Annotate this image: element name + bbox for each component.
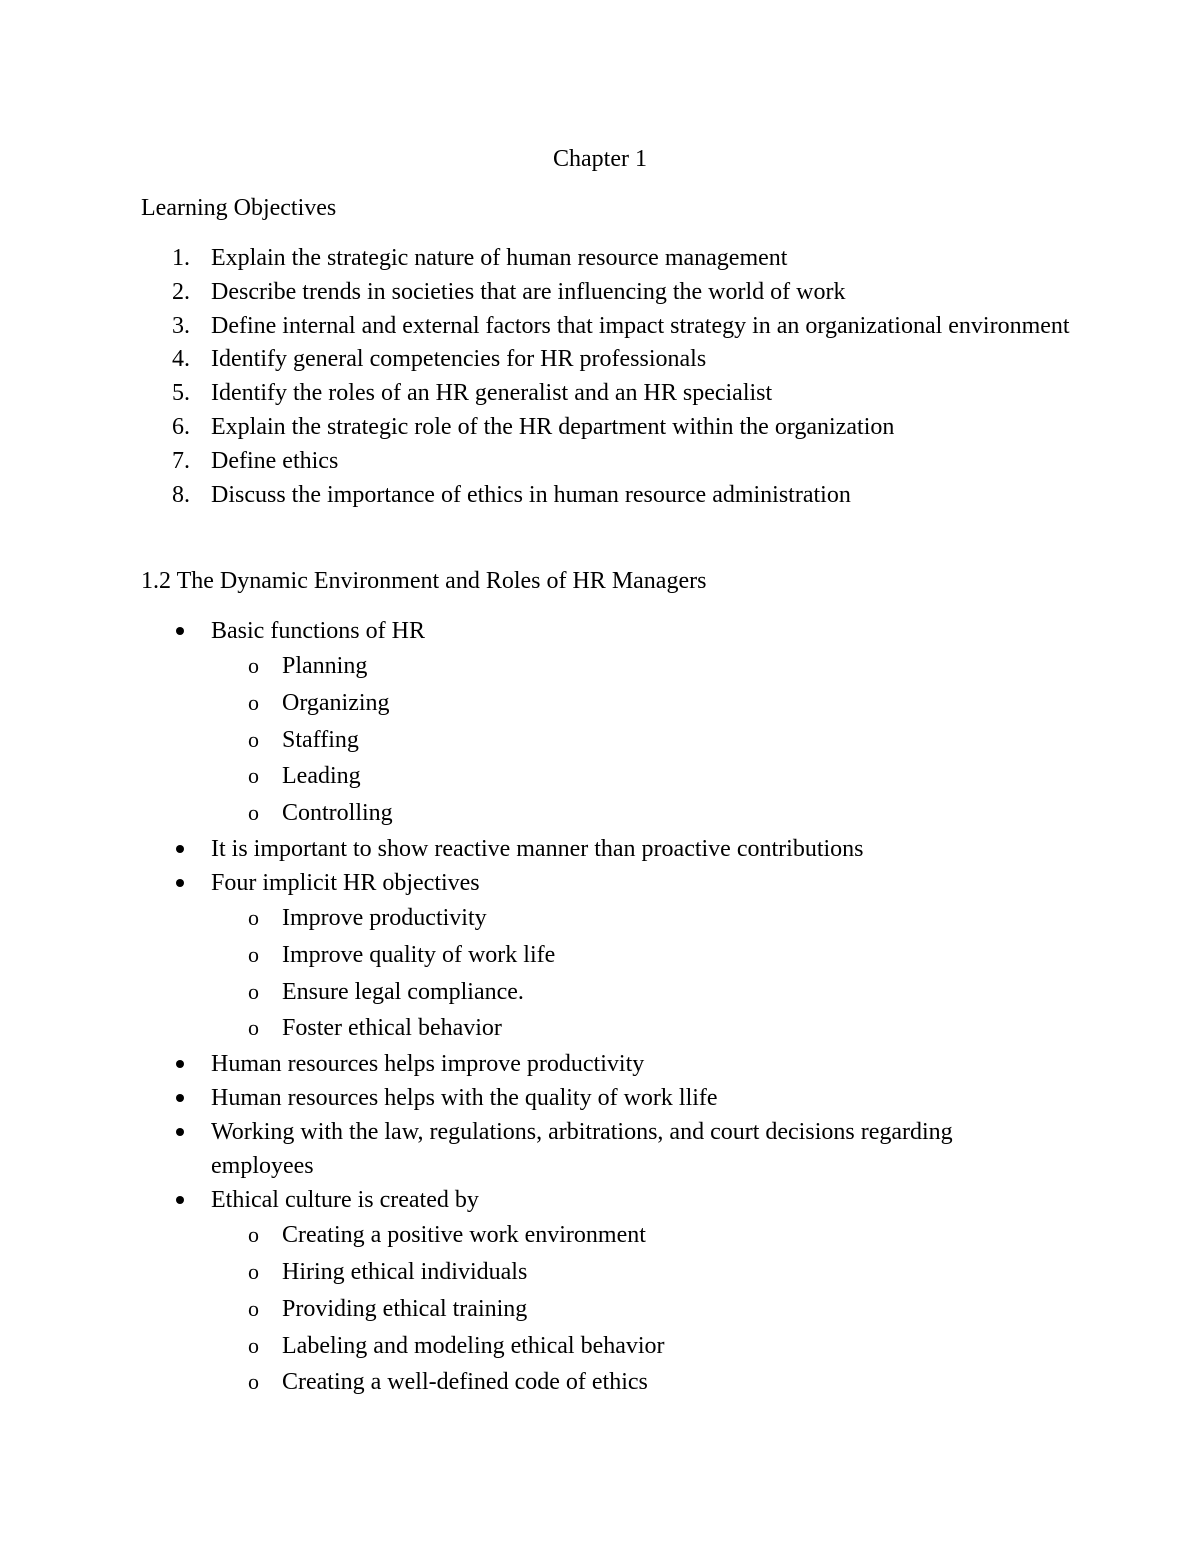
objective-text: Explain the strategic role of the HR department within the organization	[211, 413, 895, 440]
bullet-text: It is important to show reactive manner than proactive contributions	[211, 835, 864, 862]
objective-item	[0, 242, 1071, 276]
circle-bullet-icon: o	[248, 904, 259, 930]
circle-bullet-icon: o	[248, 1332, 259, 1358]
sub-item-text: Creating a positive work environment	[282, 1222, 646, 1249]
bullet-text: Human resources helps with the quality of work llife	[211, 1085, 718, 1112]
learning-objectives-heading: Learning Objectives	[141, 195, 337, 221]
sub-list-item	[0, 722, 1011, 759]
circle-bullet-icon: o	[248, 726, 259, 752]
sub-item-text: Leading	[282, 763, 361, 790]
bullet-item	[0, 1183, 1011, 1401]
circle-bullet-icon: o	[248, 653, 259, 678]
objective-number: 3.	[172, 312, 190, 339]
sub-list-item	[0, 685, 1011, 722]
sub-list-item	[0, 900, 1011, 937]
sub-item-text: Providing ethical training	[282, 1295, 528, 1322]
bullet-text: Four implicit HR objectives	[211, 869, 480, 896]
sub-list-item	[0, 1364, 1011, 1401]
sub-list	[211, 1217, 1011, 1401]
objective-text: Discuss the importance of ethics in human resource administration	[211, 481, 851, 508]
bullet-text: Basic functions of HR	[211, 618, 425, 644]
sub-item-text: Labeling and modeling ethical behavior	[282, 1332, 665, 1359]
objective-number: 2.	[172, 278, 190, 305]
objective-item	[0, 310, 1071, 344]
circle-bullet-icon: o	[248, 941, 259, 967]
sub-list-item	[0, 1254, 1011, 1291]
objective-text: Explain the strategic nature of human resource management	[211, 245, 788, 271]
objective-text: Define ethics	[211, 447, 339, 474]
sub-item-text: Staffing	[282, 726, 359, 753]
bullet-text: Ethical culture is created by	[211, 1187, 479, 1214]
sub-list-item	[0, 974, 1011, 1011]
sub-list-item	[0, 1217, 1011, 1254]
sub-list-item	[0, 758, 1011, 795]
objective-number: 7.	[172, 447, 190, 474]
bullet-dot-icon	[176, 879, 184, 887]
bullet-item	[0, 614, 1011, 832]
objective-text: Define internal and external factors that impact strategy in an organizational environment	[211, 312, 1070, 339]
section-bullet-list	[0, 614, 1200, 1401]
sub-list-item	[0, 795, 1011, 832]
bullet-item	[0, 1081, 1011, 1115]
objective-text: Identify the roles of an HR generalist and an HR specialist	[211, 380, 773, 407]
circle-bullet-icon: o	[248, 1222, 259, 1248]
sub-list-item	[0, 1328, 1011, 1365]
sub-item-text: Foster ethical behavior	[282, 1015, 502, 1042]
circle-bullet-icon: o	[248, 689, 259, 715]
bullet-dot-icon	[176, 627, 184, 635]
bullet-dot-icon	[176, 1060, 184, 1068]
objective-text: Identify general competencies for HR professionals	[211, 346, 707, 373]
sub-item-text: Improve quality of work life	[282, 941, 556, 968]
learning-objectives-list	[0, 242, 1200, 512]
circle-bullet-icon: o	[248, 1369, 259, 1395]
sub-item-text: Creating a well-defined code of ethics	[282, 1369, 648, 1396]
sub-item-text: Organizing	[282, 689, 390, 716]
bullet-text: Human resources helps improve productivity	[211, 1051, 645, 1078]
sub-item-text: Controlling	[282, 800, 393, 827]
chapter-title: Chapter 1	[553, 146, 647, 172]
objective-item	[0, 377, 1071, 411]
bullet-text: Working with the law, regulations, arbitrations, and court decisions regarding employees	[211, 1119, 953, 1180]
objective-number: 1.	[172, 245, 190, 271]
objective-item	[0, 276, 1071, 310]
circle-bullet-icon: o	[248, 1295, 259, 1321]
objective-number: 6.	[172, 413, 190, 440]
circle-bullet-icon: o	[248, 1258, 259, 1284]
bullet-dot-icon	[176, 1128, 184, 1136]
objective-text: Describe trends in societies that are influencing the world of work	[211, 278, 846, 305]
sub-item-text: Improve productivity	[282, 904, 487, 931]
sub-list-item	[0, 1291, 1011, 1328]
objective-number: 8.	[172, 481, 190, 508]
bullet-dot-icon	[176, 1196, 184, 1204]
objective-number: 4.	[172, 346, 190, 373]
bullet-item	[0, 1047, 1011, 1081]
sub-list	[211, 900, 1011, 1047]
sub-list-item	[0, 1010, 1011, 1047]
objective-number: 5.	[172, 380, 190, 407]
circle-bullet-icon: o	[248, 978, 259, 1004]
circle-bullet-icon: o	[248, 800, 259, 826]
bullet-item	[0, 832, 1011, 866]
bullet-item	[0, 1115, 1011, 1183]
sub-list-item	[0, 648, 1011, 685]
bullet-dot-icon	[176, 1094, 184, 1102]
objective-item	[0, 479, 1071, 513]
objective-item	[0, 411, 1071, 445]
bullet-item	[0, 866, 1011, 1047]
sub-list	[211, 648, 1011, 832]
objective-item	[0, 445, 1071, 479]
objective-item	[0, 343, 1071, 377]
sub-list-item	[0, 937, 1011, 974]
circle-bullet-icon: o	[248, 763, 259, 789]
sub-item-text: Planning	[282, 653, 368, 679]
sub-item-text: Hiring ethical individuals	[282, 1258, 528, 1285]
circle-bullet-icon: o	[248, 1015, 259, 1041]
sub-item-text: Ensure legal compliance.	[282, 978, 524, 1005]
section-heading: 1.2 The Dynamic Environment and Roles of HR Managers	[141, 568, 707, 594]
bullet-dot-icon	[176, 845, 184, 853]
